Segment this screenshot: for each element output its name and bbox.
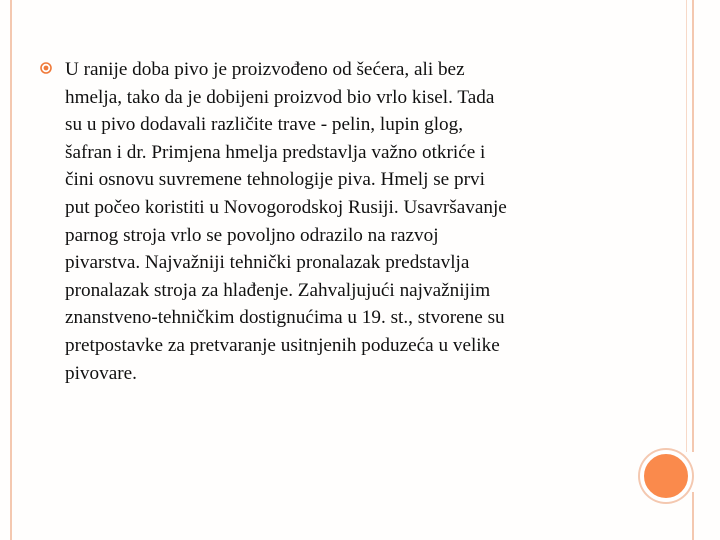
bullet-item <box>40 56 630 387</box>
left-frame-line <box>10 0 12 540</box>
slide-content <box>40 56 630 387</box>
bullet-text: U ranije doba pivo je proizvođeno od šećera, ali bez hmelja, tako da je dobijeni proizvod bio vrlo kisel. Tada su u pivo dodavali različite trave - pelin, lupin glog, šafran i dr. Primjena hmelja predstavlja važno otkriće i čini osnovu suvremene tehnologije piva. Hmelj se prvi put počeo koristiti u Novogorodskoj Rusiji. Usavršavanje parnog stroja vrlo se povoljno odrazilo na razvoj pivarstva. Najvažniji tehnički pronalazak predstavlja pronalazak stroja za hlađenje. Zahvaljujući najvažnijim znanstveno-tehničkim dostignućima u 19. st., stvorene su pretpostavke za pretvaranje usitnjenih poduzeća u velike pivovare. <box>65 59 507 384</box>
right-frame-line <box>692 0 694 452</box>
right-frame-line-bottom <box>692 492 694 540</box>
radio-circle-icon <box>40 62 60 74</box>
accent-circle <box>640 450 692 502</box>
right-frame-line-inner <box>686 0 687 452</box>
